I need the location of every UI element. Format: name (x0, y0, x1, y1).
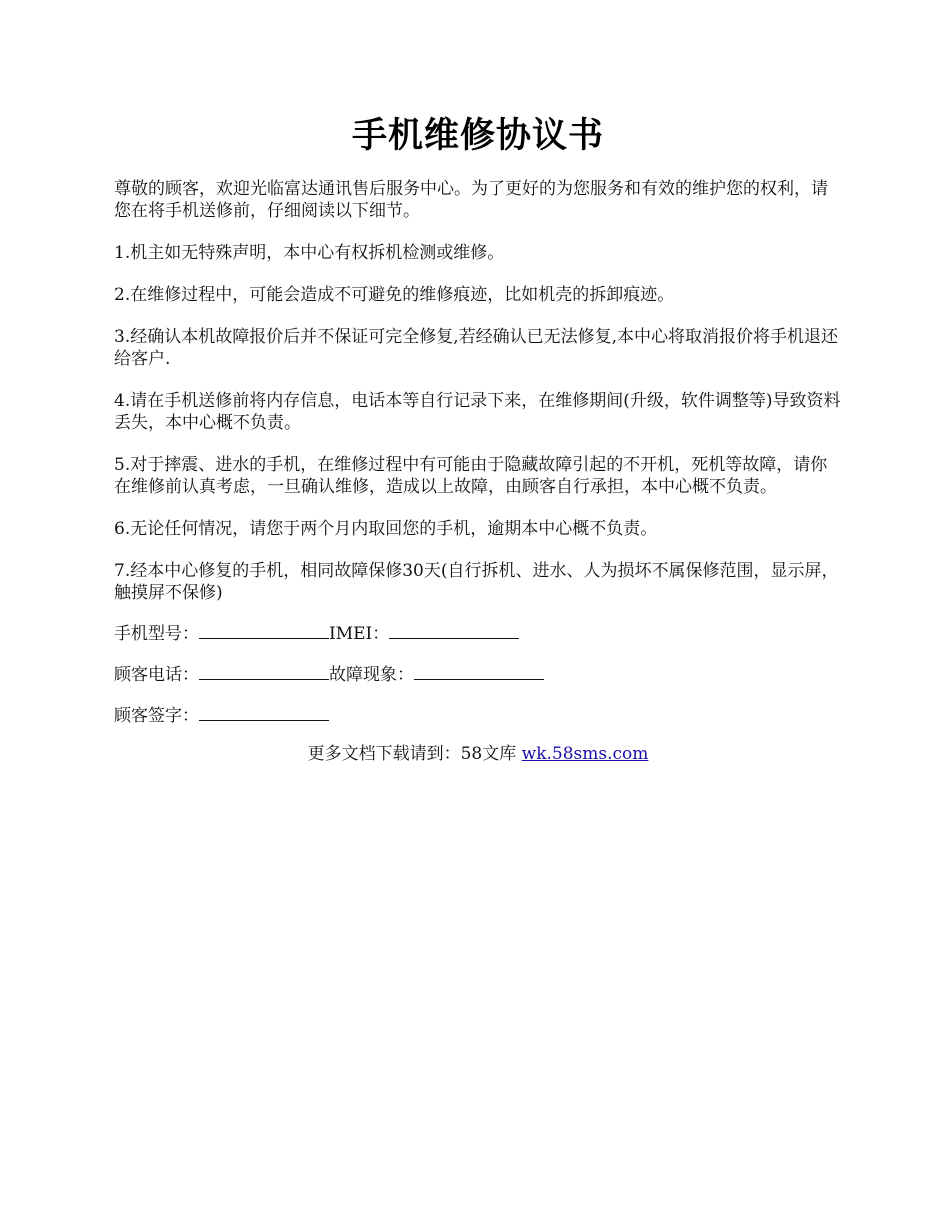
clause-2: 2.在维修过程中，可能会造成不可避免的维修痕迹，比如机壳的拆卸痕迹。 (114, 285, 675, 305)
intro-paragraph: 尊敬的顾客，欢迎光临富达通讯售后服务中心。为了更好的为您服务和有效的维护您的权利，请您在将手机送修前，仔细阅读以下细节。 (114, 179, 828, 221)
signature-label: 顾客签字： (114, 706, 199, 726)
phone-model-blank[interactable] (199, 622, 329, 639)
page-title: 手机维修协议书 (351, 115, 604, 156)
phone-model-imei-row (114, 622, 842, 645)
clause-1: 1.机主如无特殊声明，本中心有权拆机检测或维修。 (114, 243, 505, 263)
customer-phone-label: 顾客电话： (114, 665, 199, 685)
document-page (114, 110, 842, 765)
clause-4: 4.请在手机送修前将内存信息，电话本等自行记录下来，在维修期间(升级，软件调整等)导致资料丢失，本中心概不负责。 (114, 391, 841, 433)
clause-6: 6.无论任何情况，请您于两个月内取回您的手机，逾期本中心概不负责。 (114, 519, 658, 539)
clause-7: 7.经本中心修复的手机，相同故障保修30天(自行拆机、进水、人为损坏不属保修范围，显示屏，触摸屏不保修) (114, 561, 839, 603)
imei-blank[interactable] (389, 622, 519, 639)
clause-5: 5.对于摔震、进水的手机，在维修过程中有可能由于隐藏故障引起的不开机，死机等故障，请你在维修前认真考虑，一旦确认维修，造成以上故障，由顾客自行承担，本中心概不负责。 (114, 455, 828, 497)
clause-3: 3.经确认本机故障报价后并不保证可完全修复,若经确认已无法修复,本中心将取消报价将手机退还给客户. (114, 327, 839, 369)
customer-phone-fault-row (114, 663, 842, 686)
footer-text: 更多文档下载请到：58文库 (307, 744, 522, 764)
phone-model-label: 手机型号： (114, 624, 199, 644)
fault-label: 故障现象： (329, 665, 414, 685)
footer-note (114, 743, 842, 765)
signature-row (114, 704, 842, 727)
imei-label: IMEI： (329, 624, 390, 644)
signature-blank[interactable] (199, 704, 329, 721)
footer-link[interactable]: wk.58sms.com (521, 744, 649, 764)
fault-blank[interactable] (414, 663, 544, 680)
customer-phone-blank[interactable] (199, 663, 329, 680)
